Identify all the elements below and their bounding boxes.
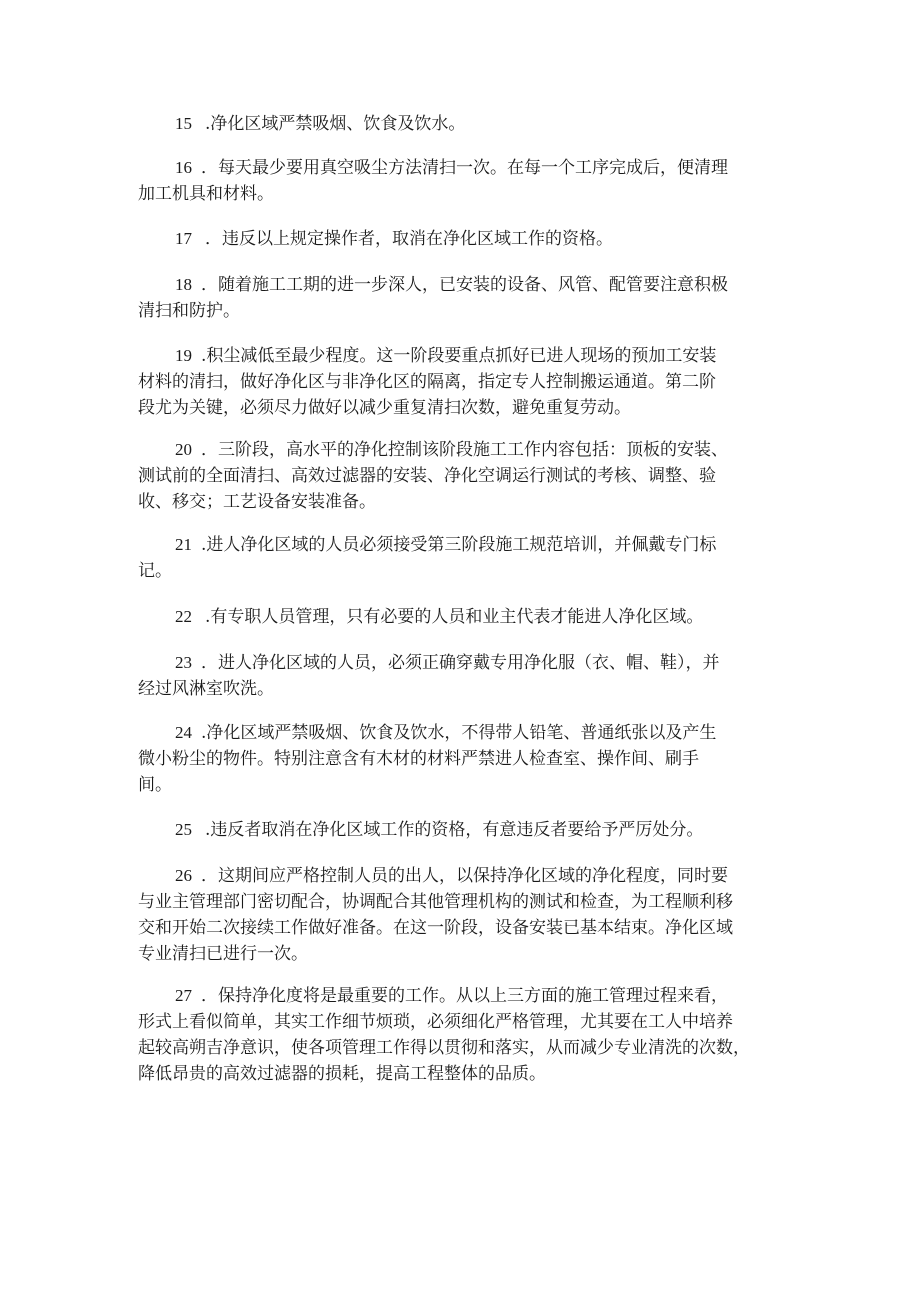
item-text-line: .违反者取消在净化区域工作的资格，有意违反者要给予严厉处分。 <box>205 820 704 840</box>
item-text-line: 记。 <box>138 561 172 581</box>
item-text-line: 形式上看似简单，其实工作细节烦琐，必须细化严格管理，尤其要在工人中培养 <box>138 1012 733 1032</box>
item-number: 25 <box>175 820 192 839</box>
item-number: 23 <box>175 653 192 672</box>
item-text-line: ．违反以上规定操作者，取消在净化区域工作的资格。 <box>205 229 613 249</box>
list-item-26 <box>138 863 784 967</box>
list-item-27 <box>138 983 784 1087</box>
item-number: 26 <box>175 866 192 885</box>
list-item-22 <box>138 604 784 630</box>
item-number: 20 <box>175 440 192 459</box>
item-text-line: .积尘减低至最少程度。这一阶段要重点抓好已进人现场的预加工安装 <box>201 346 717 366</box>
item-number: 24 <box>175 723 192 742</box>
item-text-line: ．每天最少要用真空吸尘方法清扫一次。在每一个工序完成后，便清理 <box>201 158 728 178</box>
item-text-line: 微小粉尘的物件。特别注意含有木材的材料严禁进人检查室、操作间、刷手 <box>138 749 699 769</box>
item-number: 21 <box>175 535 192 554</box>
item-text-line: ．三阶段，高水平的净化控制该阶段施工工作内容包括：顶板的安装、 <box>201 440 728 460</box>
item-text-line: 专业清扫已进行一次。 <box>138 944 308 964</box>
item-text-line: 测试前的全面清扫、高效过滤器的安装、净化空调运行测试的考核、调整、验 <box>138 466 716 486</box>
list-item-16 <box>138 155 784 207</box>
list-item-20 <box>138 437 784 515</box>
item-text-line: 降低昂贵的高效过滤器的损耗，提高工程整体的品质。 <box>138 1064 546 1084</box>
item-number: 15 <box>175 114 192 133</box>
item-text-line: 起较高朔吉净意识，使各项管理工作得以贯彻和落实，从而减少专业清洗的次数， <box>138 1038 750 1058</box>
list-item-17 <box>138 226 784 252</box>
item-text-line: .净化区域严禁吸烟、饮食及饮水。 <box>205 114 466 134</box>
item-text-line: ．这期间应严格控制人员的出人，以保持净化区域的净化程度，同时要 <box>201 866 728 886</box>
item-text-line: 经过风淋室吹洗。 <box>138 679 274 699</box>
list-item-25 <box>138 817 784 843</box>
item-number: 17 <box>175 229 192 248</box>
list-item-23 <box>138 650 784 702</box>
item-text-line: 收、移交；工艺设备安装准备。 <box>138 492 376 512</box>
list-item-19 <box>138 343 784 421</box>
item-text-line: .进人净化区域的人员必须接受第三阶段施工规范培训，并佩戴专门标 <box>201 535 717 555</box>
item-number: 16 <box>175 158 192 177</box>
item-number: 22 <box>175 607 192 626</box>
item-text-line: 材料的清扫，做好净化区与非净化区的隔离，指定专人控制搬运通道。第二阶 <box>138 372 716 392</box>
item-text-line: .净化区域严禁吸烟、饮食及饮水，不得带人铅笔、普通纸张以及产生 <box>201 723 717 743</box>
item-number: 27 <box>175 986 192 1005</box>
item-number: 19 <box>175 346 192 365</box>
item-text-line: ．随着施工工期的进一步深人，已安装的设备、风管、配管要注意积极 <box>201 275 728 295</box>
item-text-line: ．进人净化区域的人员，必须正确穿戴专用净化服（衣、帽、鞋），并 <box>201 653 720 673</box>
list-item-24 <box>138 720 784 798</box>
item-text-line: ．保持净化度将是最重要的工作。从以上三方面的施工管理过程来看， <box>201 986 728 1006</box>
item-number: 18 <box>175 275 192 294</box>
list-item-18 <box>138 272 784 324</box>
item-text-line: 交和开始二次接续工作做好准备。在这一阶段，设备安装已基本结束。净化区域 <box>138 918 733 938</box>
item-text-line: 段尤为关键，必须尽力做好以减少重复清扫次数，避免重复劳动。 <box>138 398 631 418</box>
item-text-line: 加工机具和材料。 <box>138 184 274 204</box>
list-item-15 <box>138 111 784 137</box>
item-text-line: 与业主管理部门密切配合，协调配合其他管理机构的测试和检查，为工程顺利移 <box>138 892 733 912</box>
list-item-21 <box>138 532 784 584</box>
item-text-line: 间。 <box>138 775 172 795</box>
item-text-line: 清扫和防护。 <box>138 301 240 321</box>
item-text-line: .有专职人员管理，只有必要的人员和业主代表才能进人净化区域。 <box>205 607 704 627</box>
